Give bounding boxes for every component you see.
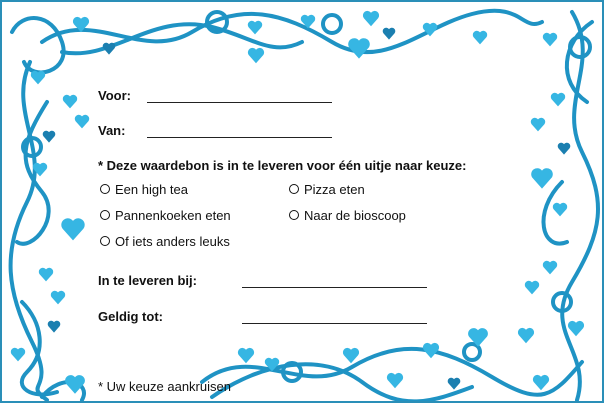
geldig-label: Geldig tot: [98,309,163,324]
checkbox-circle-icon[interactable] [100,236,110,246]
choice-heading: * Deze waardebon is in te leveren voor één uitje naar keuze: [98,158,467,173]
option-label: Een high tea [115,182,189,197]
option-iets-anders[interactable] [100,234,230,250]
checkbox-circle-icon[interactable] [289,210,299,220]
option-label: Of iets anders leuks [115,234,230,249]
van-label: Van: [98,123,126,138]
option-label: Pannenkoeken eten [115,208,231,223]
option-pizza[interactable] [289,182,365,198]
decorative-border-swirls [2,2,604,403]
option-high-tea[interactable] [100,182,188,198]
in-te-leveren-label: In te leveren bij: [98,273,197,288]
checkbox-circle-icon[interactable] [100,184,110,194]
footnote: * Uw keuze aankruisen [98,379,231,394]
option-label: Naar de bioscoop [304,208,406,223]
checkbox-circle-icon[interactable] [100,210,110,220]
van-field[interactable] [147,137,332,138]
option-label: Pizza eten [304,182,365,197]
voor-field[interactable] [147,102,332,103]
checkbox-circle-icon[interactable] [289,184,299,194]
option-bioscoop[interactable] [289,208,406,224]
in-te-leveren-field[interactable] [242,287,427,288]
voor-label: Voor: [98,88,131,103]
geldig-field[interactable] [242,323,427,324]
option-pannenkoeken[interactable] [100,208,231,224]
